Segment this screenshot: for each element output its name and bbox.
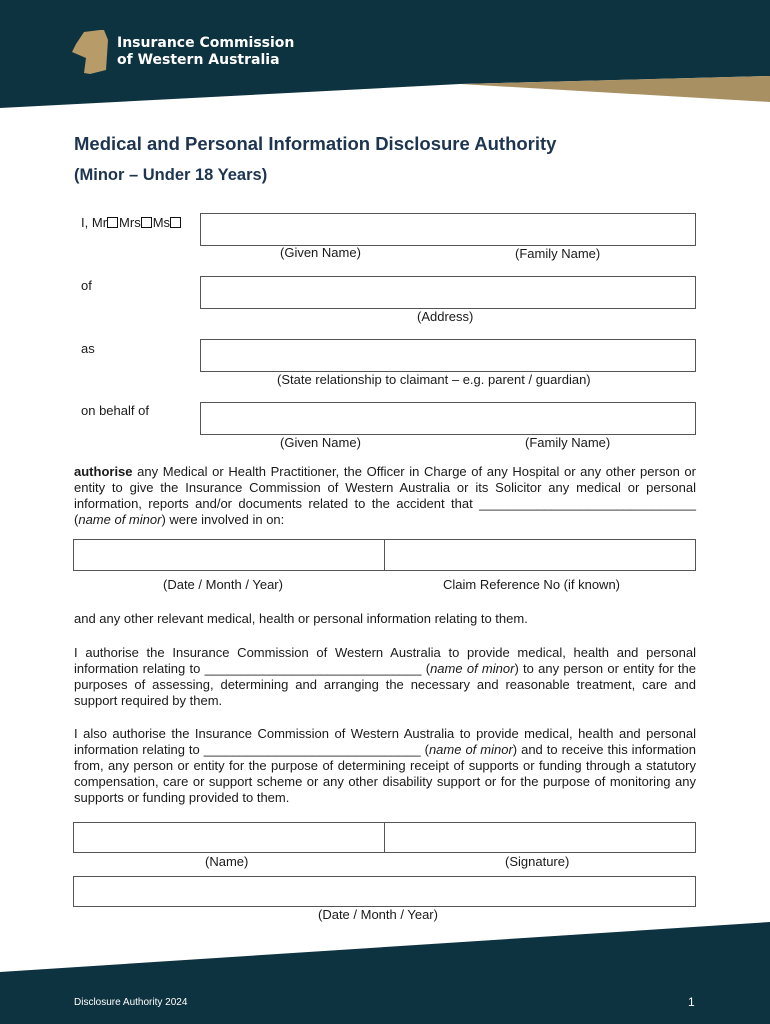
authorise-paragraph: authorise any Medical or Health Practitioner, the Officer in Charge of any Hospital or any other person or entity to give the Insurance Commission of Western Australia or its Solicitor any medical or personal information, reports and/or documents related to the accident that ______________________________ (name of minor) were involved in on:	[74, 464, 696, 527]
salutation-mrs[interactable]: Mrs	[119, 215, 153, 230]
as-label: as	[81, 341, 95, 356]
minor-name-blank-3[interactable]: ______________________________	[203, 742, 421, 757]
mrs-checkbox[interactable]	[141, 217, 152, 228]
other-info-paragraph: and any other relevant medical, health or personal information relating to them.	[74, 611, 528, 626]
footer-document-name: Disclosure Authority 2024	[74, 997, 188, 1008]
relationship-caption: (State relationship to claimant – e.g. parent / guardian)	[277, 372, 591, 387]
claim-reference-caption: Claim Reference No (if known)	[443, 577, 621, 592]
salutation-group	[81, 215, 182, 230]
accident-date-field[interactable]	[73, 539, 385, 571]
also-authorise-paragraph: I also authorise the Insurance Commission of Western Australia to provide medical, health and personal information relating to ______________________________ (name of minor) and to receive this information from, any person or entity for the purpose of determining receipt of supports or funding through a statutory compensation, care or support scheme or any other disability support or for the purpose of monitoring any supports or funding provided to them.	[74, 726, 696, 805]
relationship-field[interactable]	[200, 339, 696, 372]
salutation-prefix: I,	[81, 215, 89, 230]
of-label: of	[81, 278, 92, 293]
family-name-caption: (Family Name)	[515, 246, 601, 261]
page-title: Medical and Personal Information Disclosure Authority	[74, 133, 557, 154]
signed-date-caption: (Date / Month / Year)	[318, 907, 438, 922]
ms-checkbox[interactable]	[170, 217, 181, 228]
org-name-line2: of Western Australia	[117, 52, 280, 68]
minor-family-name-caption: (Family Name)	[525, 435, 611, 450]
given-name-caption: (Given Name)	[280, 245, 361, 260]
salutation-mr[interactable]: Mr	[92, 215, 119, 230]
page-subtitle: (Minor – Under 18 Years)	[74, 166, 268, 184]
org-logo-text	[117, 35, 294, 69]
signer-name-caption: (Name)	[205, 854, 249, 869]
footer-band	[0, 922, 770, 1024]
mr-checkbox[interactable]	[107, 217, 118, 228]
org-name-line1: Insurance Commission	[117, 35, 295, 51]
signature-caption: (Signature)	[505, 854, 570, 869]
minor-name-field[interactable]	[200, 402, 696, 435]
claim-reference-field[interactable]	[384, 539, 696, 571]
parent-name-field[interactable]	[200, 213, 696, 246]
salutation-ms[interactable]: Ms	[153, 215, 182, 230]
minor-name-blank[interactable]: ______________________________	[479, 496, 696, 511]
minor-name-blank-2[interactable]: ______________________________	[204, 661, 422, 676]
page-number: 1	[688, 995, 695, 1009]
address-caption: (Address)	[417, 309, 474, 324]
minor-given-name-caption: (Given Name)	[280, 435, 361, 450]
signature-field[interactable]	[384, 822, 696, 853]
address-field[interactable]	[200, 276, 696, 309]
on-behalf-of-label: on behalf of	[81, 403, 149, 418]
signer-name-field[interactable]	[73, 822, 385, 853]
signed-date-field[interactable]	[73, 876, 696, 907]
accident-date-caption: (Date / Month / Year)	[163, 577, 283, 592]
provide-info-paragraph: I authorise the Insurance Commission of Western Australia to provide medical, health and personal information relating to ______________________________ (name of minor) to any person or entity for the purposes of assessing, determining and arranging the necessary and reasonable treatment, care and support required by them.	[74, 645, 696, 708]
